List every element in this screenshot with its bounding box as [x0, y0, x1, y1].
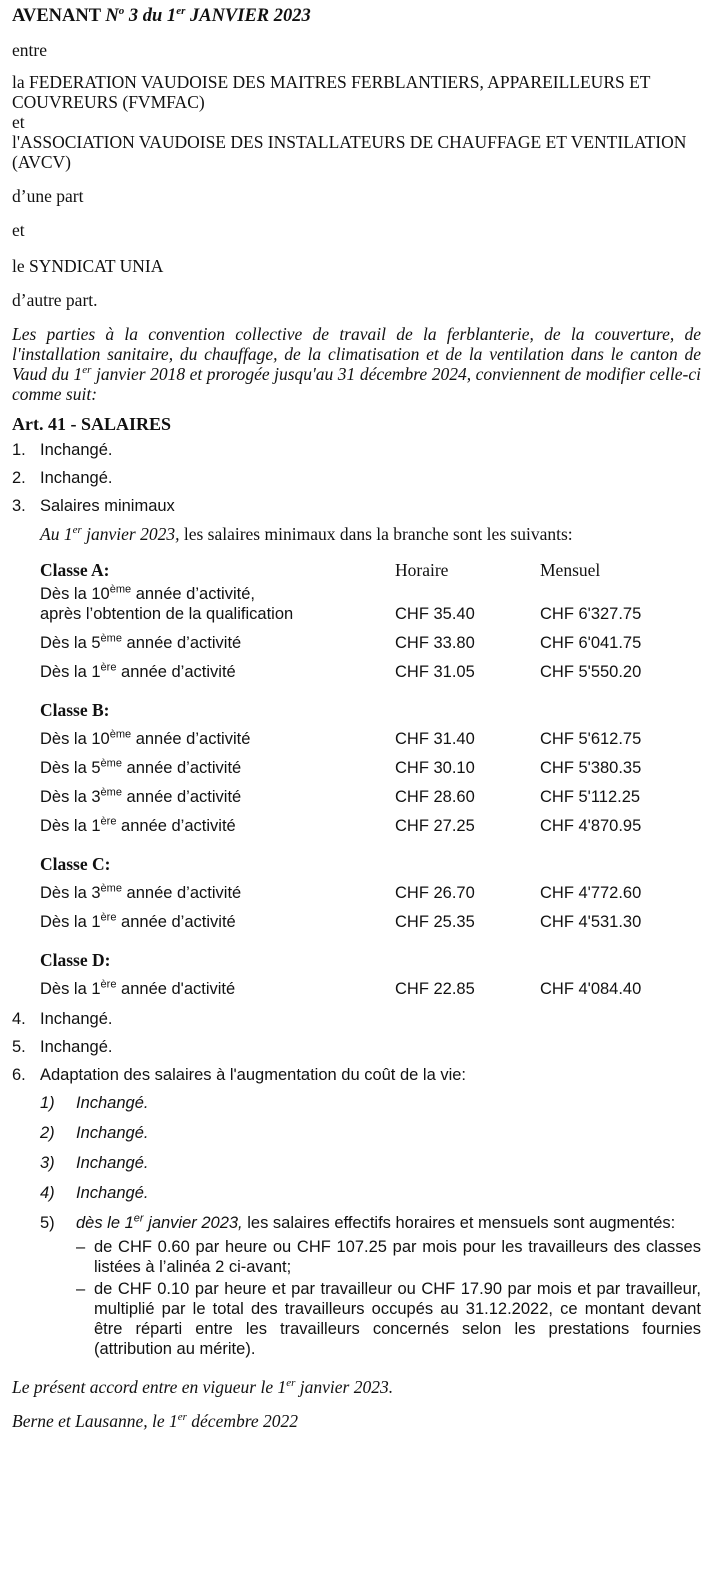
article-title: Art. 41 - SALAIRES	[12, 414, 172, 434]
sub-item: 5) dès le 1er janvier 2023, les salaires effectifs horaires et mensuels sont augmentés:	[40, 1212, 676, 1232]
entre-text: entre	[12, 40, 47, 60]
table-row	[40, 807, 680, 836]
table-row	[40, 778, 680, 807]
dune-part-text: d’une part	[12, 186, 84, 206]
monthly-value: CHF 4'870.95	[540, 817, 642, 835]
table-row	[40, 749, 680, 778]
row-label: Dès la 5ème année d’activité	[40, 757, 242, 777]
hourly-value: CHF 35.40	[395, 605, 475, 623]
dash-item: – de CHF 0.10 par heure et par travailleur ou CHF 17.90 par mois et par travailleur, multiplié par le total des travailleurs occupés au 31.12.2022, ce montant devant être réparti entre les travailleurs concernés selon les prestations fournies (attribution au mérite).	[76, 1280, 701, 1358]
party-fvmfac: la FEDERATION VAUDOISE DES MAITRES FERBLANTIERS, APPAREILLEURS ET COUVREURS (FVMFAC)	[12, 72, 651, 112]
monthly-value: CHF 5'112.25	[540, 788, 641, 806]
list-item: 4. Inchangé.	[12, 1010, 113, 1028]
list-item: 2. Inchangé.	[12, 469, 113, 487]
hourly-value: CHF 31.40	[395, 730, 475, 748]
row-label: Dès la 1ère année d'activité	[40, 978, 236, 998]
salary-table	[40, 552, 680, 999]
monthly-value: CHF 4'772.60	[540, 884, 642, 902]
table-row	[40, 624, 680, 653]
list-item: 3. Salaires minimaux	[12, 497, 175, 515]
hourly-value: CHF 31.05	[395, 663, 475, 681]
table-row	[40, 874, 680, 903]
hourly-value: CHF 22.85	[395, 980, 475, 998]
monthly-value: CHF 6'041.75	[540, 634, 642, 652]
list-item: 6. Adaptation des salaires à l'augmentation du coût de la vie:	[12, 1066, 467, 1084]
row-label: Dès la 10ème année d’activité, après l’obtention de la qualification	[40, 583, 294, 623]
monthly-value: CHF 4'084.40	[540, 980, 642, 998]
monthly-header: Mensuel	[540, 560, 601, 580]
class-d-heading: Classe D:	[40, 950, 111, 970]
monthly-value: CHF 5'550.20	[540, 663, 642, 681]
hourly-value: CHF 28.60	[395, 788, 475, 806]
list-item: 1. Inchangé.	[12, 441, 113, 459]
closing-statement: Le présent accord entre en vigueur le 1er janvier 2023.	[12, 1377, 394, 1397]
class-b-row	[40, 692, 680, 720]
hourly-value: CHF 30.10	[395, 759, 475, 777]
dash-item: – de CHF 0.60 par heure ou CHF 107.25 par mois pour les travailleurs des classes listées à l’alinéa 2 ci-avant;	[76, 1238, 701, 1276]
sub-item: 4) Inchangé.	[40, 1184, 149, 1202]
class-b-heading: Classe B:	[40, 700, 110, 720]
row-label: Dès la 10ème année d’activité	[40, 728, 251, 748]
et-text-2: et	[12, 220, 25, 240]
row-label: Dès la 1ère année d’activité	[40, 815, 236, 835]
table-header-row	[40, 552, 680, 580]
table-row	[40, 653, 680, 682]
row-label: Dès la 3ème année d’activité	[40, 786, 242, 806]
preamble-paragraph: Les parties à la convention collective de travail de la ferblanterie, de la couverture, de l'installation sanitaire, du chauffage, de la climatisation et de la ventilation dans le canton de Vaud du 1er janvier 2018 et prorogée jusqu'au 31 décembre 2024, conviennent de modifier celle-ci comme suit:	[12, 324, 702, 404]
row-label: Dès la 1ère année d’activité	[40, 661, 236, 681]
monthly-value: CHF 5'612.75	[540, 730, 642, 748]
dautre-part-text: d’autre part.	[12, 290, 98, 310]
row-label: Dès la 1ère année d’activité	[40, 911, 236, 931]
sub-item: 3) Inchangé.	[40, 1154, 149, 1172]
monthly-value: CHF 6'327.75	[540, 605, 642, 623]
table-row	[40, 720, 680, 749]
class-a-heading: Classe A:	[40, 560, 110, 580]
hourly-value: CHF 27.25	[395, 817, 475, 835]
hourly-header: Horaire	[395, 560, 449, 580]
signature-place-date: Berne et Lausanne, le 1er décembre 2022	[12, 1411, 299, 1431]
sub-item: 1) Inchangé.	[40, 1094, 149, 1112]
salary-intro: Au 1er janvier 2023, les salaires minimaux dans la branche sont les suivants:	[40, 524, 573, 544]
class-d-row	[40, 942, 680, 970]
row-label: Dès la 3ème année d’activité	[40, 882, 242, 902]
party-unia: le SYNDICAT UNIA	[12, 256, 164, 276]
sub-item: 2) Inchangé.	[40, 1124, 149, 1142]
table-row	[40, 970, 680, 999]
table-row	[40, 903, 680, 932]
hourly-value: CHF 25.35	[395, 913, 475, 931]
class-c-row	[40, 846, 680, 874]
monthly-value: CHF 4'531.30	[540, 913, 642, 931]
et-text: et	[12, 112, 25, 132]
list-item: 5. Inchangé.	[12, 1038, 113, 1056]
monthly-value: CHF 5'380.35	[540, 759, 642, 777]
hourly-value: CHF 26.70	[395, 884, 475, 902]
party-avcv: l'ASSOCIATION VAUDOISE DES INSTALLATEURS DE CHAUFFAGE ET VENTILATION (AVCV)	[12, 132, 687, 172]
class-c-heading: Classe C:	[40, 854, 111, 874]
document-title: AVENANT $N^o$ 3 du 1er JANVIER 2023	[12, 4, 311, 26]
table-row	[40, 580, 680, 624]
hourly-value: CHF 33.80	[395, 634, 475, 652]
row-label: Dès la 5ème année d’activité	[40, 632, 242, 652]
